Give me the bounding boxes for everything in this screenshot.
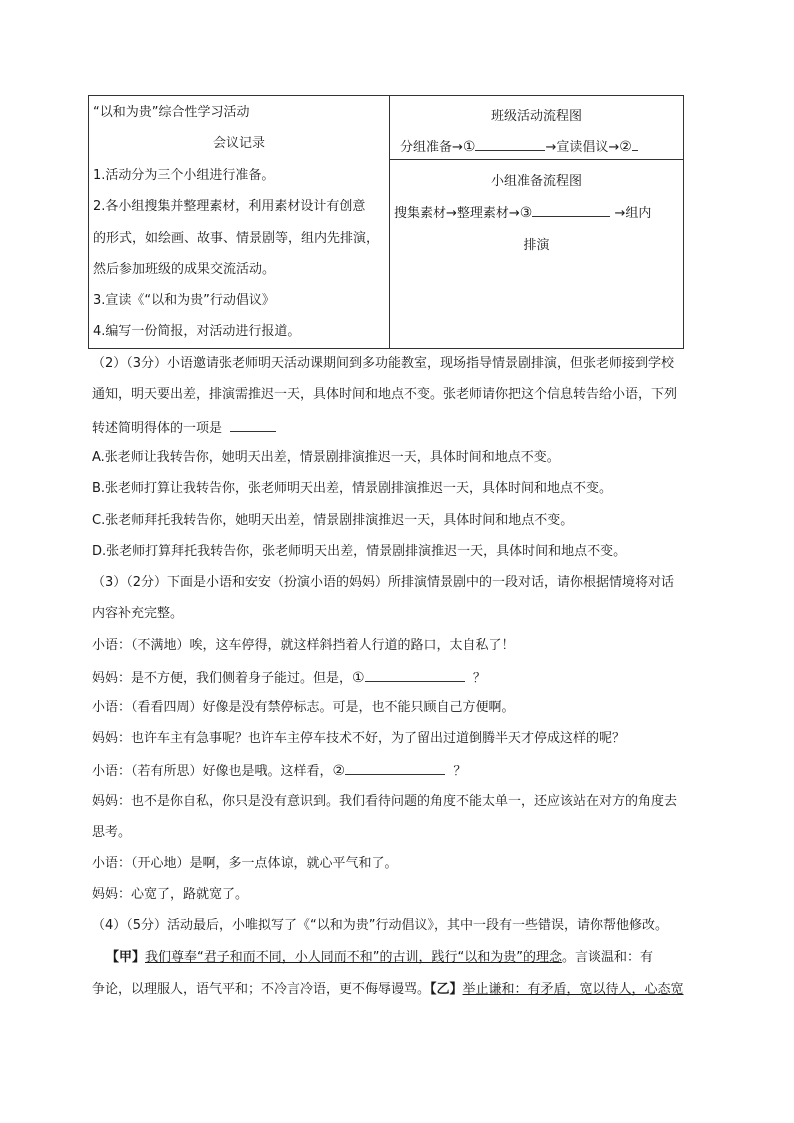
yi-sentence: 举止谦和：有矛盾，宽以待人，心态宽 bbox=[462, 982, 684, 997]
record-item-1: 1.活动分为三个小组进行准备。 bbox=[93, 168, 275, 183]
meeting-record-cell bbox=[89, 96, 390, 349]
class-flow-title: 班级活动流程图 bbox=[490, 109, 582, 124]
jia-sentence: 我们尊奉“君子和而不同，小人同而不和”的古训，践行“以和为贵”的理念 bbox=[145, 950, 562, 965]
dialogue-line-4: 妈妈：也许车主有急事呢？也许车主停车技术不好，为了留出过道倒腾半天才停成这样的呢？ bbox=[92, 731, 626, 746]
dialogue-blank-1[interactable] bbox=[365, 669, 465, 682]
blank-marker-1: ① bbox=[462, 139, 476, 155]
dialogue-line-3: 小语：（看看四周）好像是没有禁停标志。可是，也不能只顾自己方便啊。 bbox=[92, 700, 515, 715]
flow-step-collect-organize: 搜集素材→整理素材→ bbox=[394, 206, 520, 221]
flow-step-read-proposal: →宣读倡议→ bbox=[545, 140, 620, 155]
dialogue-line-5: 小语：（若有所思）好像也是哦。这样看，② ？ bbox=[92, 763, 467, 779]
jia-tag: 【甲】 bbox=[106, 950, 146, 965]
group-flow-chart bbox=[394, 202, 651, 221]
q2-option-c: C.张老师拜托我转告你，她明天出差，情景剧排演推迟一天，具体时间和地点不变。 bbox=[92, 513, 574, 528]
q2-text-2: 通知，明天要出差，排演需推迟一天，具体时间和地点不变。张老师请你把这个信息转告给小语，下列 bbox=[92, 387, 678, 402]
answer-blank-3[interactable] bbox=[532, 204, 610, 217]
record-item-3: 3.宣读《“以和为贵”行动倡议》 bbox=[93, 293, 275, 308]
q3-text-1: （3）（2分）下面是小语和安安（扮演小语的妈妈）所排演情景剧中的一段对话，请你根据情境将对话 bbox=[92, 575, 675, 590]
dialogue-line-2: 妈妈：是不方便，我们侧着身子能过。但是，① ？ bbox=[92, 670, 486, 686]
class-flow-chart bbox=[400, 136, 638, 155]
flow-step-group-prep: 分组准备→ bbox=[400, 140, 463, 155]
group-flow-cell bbox=[390, 160, 684, 349]
q2-answer-blank[interactable] bbox=[230, 419, 276, 432]
meeting-record-table bbox=[88, 95, 684, 349]
dialogue-line-8: 妈妈：心宽了，路就宽了。 bbox=[92, 887, 249, 902]
blank-marker-d1: ① bbox=[352, 670, 365, 686]
proposal-line-1: 【甲】我们尊奉“君子和而不同，小人同而不和”的古训，践行“以和为贵”的理念。言谈温和：有 bbox=[106, 950, 653, 965]
blank-marker-d2: ② bbox=[332, 763, 346, 779]
q2-option-d: D.张老师打算拜托我转告你，张老师明天出差，情景剧排演推迟一天，具体时间和地点不变。 bbox=[92, 544, 627, 559]
dialogue-line-1: 小语：（不满地）唉，这车停得，就这样斜挡着人行道的路口，太自私了！ bbox=[92, 638, 515, 653]
q2-option-a: A.张老师让我转告你，她明天出差，情景剧排演推迟一天，具体时间和地点不变。 bbox=[92, 450, 560, 465]
proposal-line-2: 争论，以理服人，语气平和；不冷言冷语，更不侮辱谩骂。【乙】举止谦和：有矛盾，宽以待人，心态宽 bbox=[92, 982, 684, 997]
q2-option-b: B.张老师打算让我转告你，张老师明天出差，情景剧排演推迟一天，具体时间和地点不变。 bbox=[92, 481, 613, 496]
record-item-4: 4.编写一份简报，对活动进行报道。 bbox=[93, 324, 301, 339]
dialogue-blank-2[interactable] bbox=[345, 762, 445, 775]
q4-intro: （4）（5分）活动最后，小唯拟写了《“以和为贵”行动倡议》，其中一段有一些错误，请你帮他修改。 bbox=[92, 918, 669, 933]
activity-title: “以和为贵”综合性学习活动 bbox=[93, 105, 250, 120]
record-title: 会议记录 bbox=[212, 136, 265, 151]
flow-step-rehearse: 排演 bbox=[523, 238, 550, 253]
dialogue-line-6-cont: 思考。 bbox=[92, 825, 132, 840]
blank-marker-3: ③ bbox=[519, 205, 533, 221]
answer-blank-1[interactable] bbox=[475, 138, 545, 151]
record-item-2-cont: 的形式，如绘画、故事、情景剧等，组内先排演， bbox=[93, 231, 380, 246]
flow-step-group: →组内 bbox=[614, 206, 652, 221]
blank-marker-2: ② bbox=[619, 139, 632, 155]
q2-text-1: （2）（3分）小语邀请张老师明天活动课期间到多功能教室，现场指导情景剧排演，但张老师接到学校 bbox=[92, 356, 675, 371]
dialogue-line-7: 小语：（开心地）是啊，多一点体谅，就心平气和了。 bbox=[92, 856, 398, 871]
q3-text-2: 内容补充完整。 bbox=[92, 606, 184, 621]
q2-text-3: 转述简明得体的一项是 bbox=[92, 419, 716, 437]
yi-tag: 【乙】 bbox=[430, 982, 463, 997]
group-flow-title: 小组准备流程图 bbox=[490, 174, 582, 189]
record-item-2: 2.各小组搜集并整理素材，利用素材设计有创意 bbox=[93, 199, 366, 214]
record-item-2-end: 然后参加班级的成果交流活动。 bbox=[93, 262, 276, 277]
class-flow-cell bbox=[390, 96, 684, 160]
dialogue-line-6: 妈妈：也不是你自私，你只是没有意识到。我们看待问题的角度不能太单一，还应该站在对方的角度去 bbox=[92, 794, 678, 809]
answer-blank-2[interactable] bbox=[632, 138, 638, 151]
